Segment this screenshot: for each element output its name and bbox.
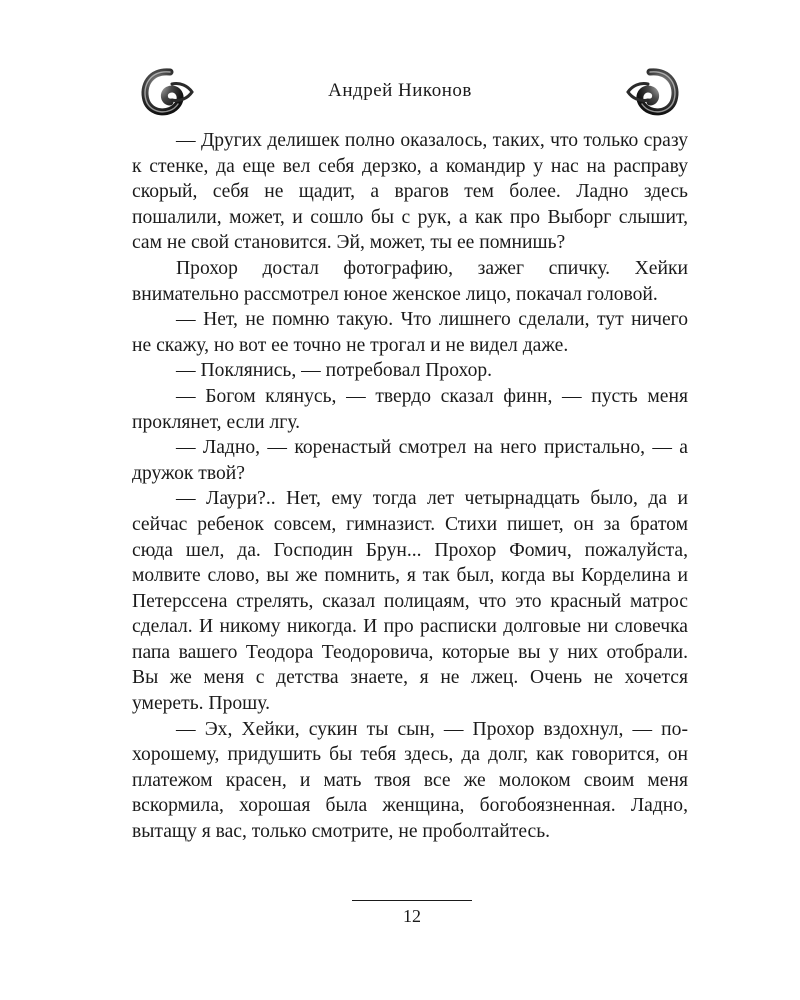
paragraph: — Поклянись, — потребовал Прохор.: [176, 360, 493, 382]
running-head-author: Андрей Никонов: [328, 80, 472, 101]
page-header: [0, 62, 800, 122]
paragraph: — Ладно, — коренастый смотрел на него пристально, — а дружок твой?: [132, 437, 688, 484]
paragraph: — Богом клянусь, — твердо сказал финн, — пусть меня проклянет, если лгу.: [132, 385, 688, 433]
body-text: [132, 128, 688, 845]
paragraph: — Эх, Хейки, сукин ты сын, — Прохор вздохнул, — по-хорошему, придушить бы тебя здесь, да долг, как говорится, он платежом красен, и мать твоя все же молоком своим меня вскормила, хорошая была женщина, богобоязненная. Ладно, вытащу я вас, только смотрите, не проболтайтесь.: [132, 718, 688, 843]
footer-divider: [352, 900, 472, 901]
paragraph: — Нет, не помню такую. Что лишнего сделали, тут ничего не скажу, но вот ее точно не трогал и не видел даже.: [132, 309, 688, 356]
page-number: 12: [403, 906, 421, 926]
paragraph: — Других делишек полно оказалось, таких, что только сразу к стенке, да еще вел себя дерзко, а командир у нас на расправу скорый, себя не щадит, а врагов тем более. Ладно здесь пошалили, может, и сошло бы с рук, а как про Выборг слышит, сам не свой становится. Эй, может, ты ее помнишь?: [132, 130, 688, 254]
paragraph: Прохор достал фотографию, зажег спичку. Хейки внимательно рассмотрел юное женское лицо, покачал головой.: [132, 257, 688, 305]
paragraph: — Лаури?.. Нет, ему тогда лет четырнадцать было, да и сейчас ребенок совсем, гимназист. Стихи пишет, он за братом сюда шел, да. Господин Брун... Прохор Фомич, пожалуйста, молвите слово, вы же помнить, я так был, когда вы Корделина и Петерссена стрелять, сказал полицаям, что это красный матрос сделал. И никому никогда. И про расписки долговые ни словечка папа вашего Теодора Теодоровича, которые вы у них отобрали. Вы же меня с детства знаете, я не лжец. Очень не хочется умереть. Прошу.: [132, 488, 688, 715]
